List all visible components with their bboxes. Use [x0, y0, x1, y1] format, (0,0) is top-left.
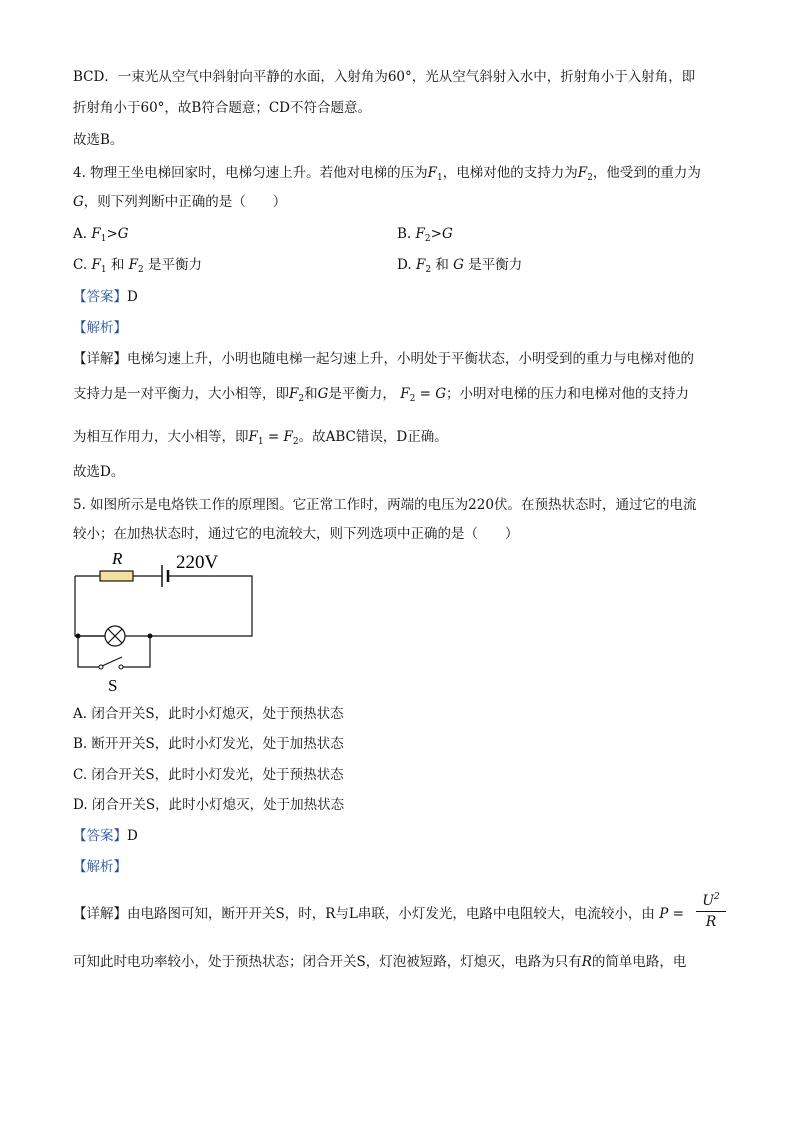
resistor-symbol — [100, 571, 133, 581]
switch-label: S — [108, 676, 118, 695]
circuit-diagram — [70, 546, 260, 696]
option-c: C. $F_1$ 和 $F_2$ 是平衡力 — [73, 257, 203, 275]
switch-lever — [102, 657, 122, 666]
detail-4: 【详解】电梯匀速上升，小明也随电梯一起匀速上升，小明处于平衡状态，小明受到的重力与电梯对他的 — [73, 351, 694, 367]
question-4-cont: G，则下列判断中正确的是（ ） — [73, 194, 287, 210]
text-line: 故选D。 — [73, 464, 125, 480]
option-5d: D. 闭合开关S，此时小灯熄灭，处于加热状态 — [73, 797, 345, 813]
question-5: 5. 如图所示是电烙铁工作的原理图。它正常工作时，两端的电压为220伏。在预热状态时，通过它的电流 — [73, 497, 697, 513]
question-5-cont: 较小；在加热状态时，通过它的电流较大，则下列选项中正确的是（ ） — [73, 526, 519, 542]
analysis-5: 【解析】 — [73, 859, 127, 875]
text-line: 折射角小于60°，故B符合题意；CD不符合题意。 — [73, 100, 372, 116]
option-5b: B. 断开开关S，此时小灯发光，处于加热状态 — [73, 736, 344, 752]
option-5c: C. 闭合开关S，此时小灯发光，处于预热状态 — [73, 767, 344, 783]
analysis-4: 【解析】 — [73, 320, 127, 336]
lamp-symbol — [105, 626, 125, 646]
resistor-label: R — [112, 549, 123, 568]
answer-5: 【答案】D — [73, 828, 138, 844]
option-b: B. $F_2>G$ — [397, 226, 453, 244]
text-line: 故选B。 — [73, 132, 124, 148]
answer-4: 【答案】D — [73, 289, 138, 305]
detail-5-cont: 可知此时电功率较小，处于预热状态；闭合开关S，灯泡被短路，灯熄灭，电路为只有R的简单电路，电 — [73, 954, 687, 970]
voltage-label: 220V — [176, 552, 219, 573]
text-line: BCD．一束光从空气中斜射向平静的水面，入射角为60°，光从空气斜射入水中，折射角小于入射角，即 — [73, 69, 696, 85]
option-d: D. $F_2$ 和 G 是平衡力 — [397, 257, 523, 275]
question-4: 4. 物理王坐电梯回家时，电梯匀速上升。若他对电梯的压为$F_1$，电梯对他的支持力为$F_2$，他受到的重力为 — [73, 165, 701, 183]
power-formula-fraction: $U^2$ R — [696, 893, 726, 930]
detail-4-cont2: 为相互作用力，大小相等，即$F_1 = F_2$。故ABC错误，D正确。 — [73, 429, 448, 447]
detail-5: 【详解】由电路图可知，断开开关S，时，R与L串联，小灯发光，电路中电阻较大，电流较小，由 P = — [73, 906, 684, 922]
option-a: A. $F_1>G$ — [73, 226, 129, 244]
detail-4-cont: 支持力是一对平衡力，大小相等，即$F_2$和G是平衡力， $F_2 = G$；小明对电梯的压力和电梯对他的支持力 — [73, 386, 690, 404]
option-5a: A. 闭合开关S，此时小灯熄灭，处于预热状态 — [73, 706, 344, 722]
